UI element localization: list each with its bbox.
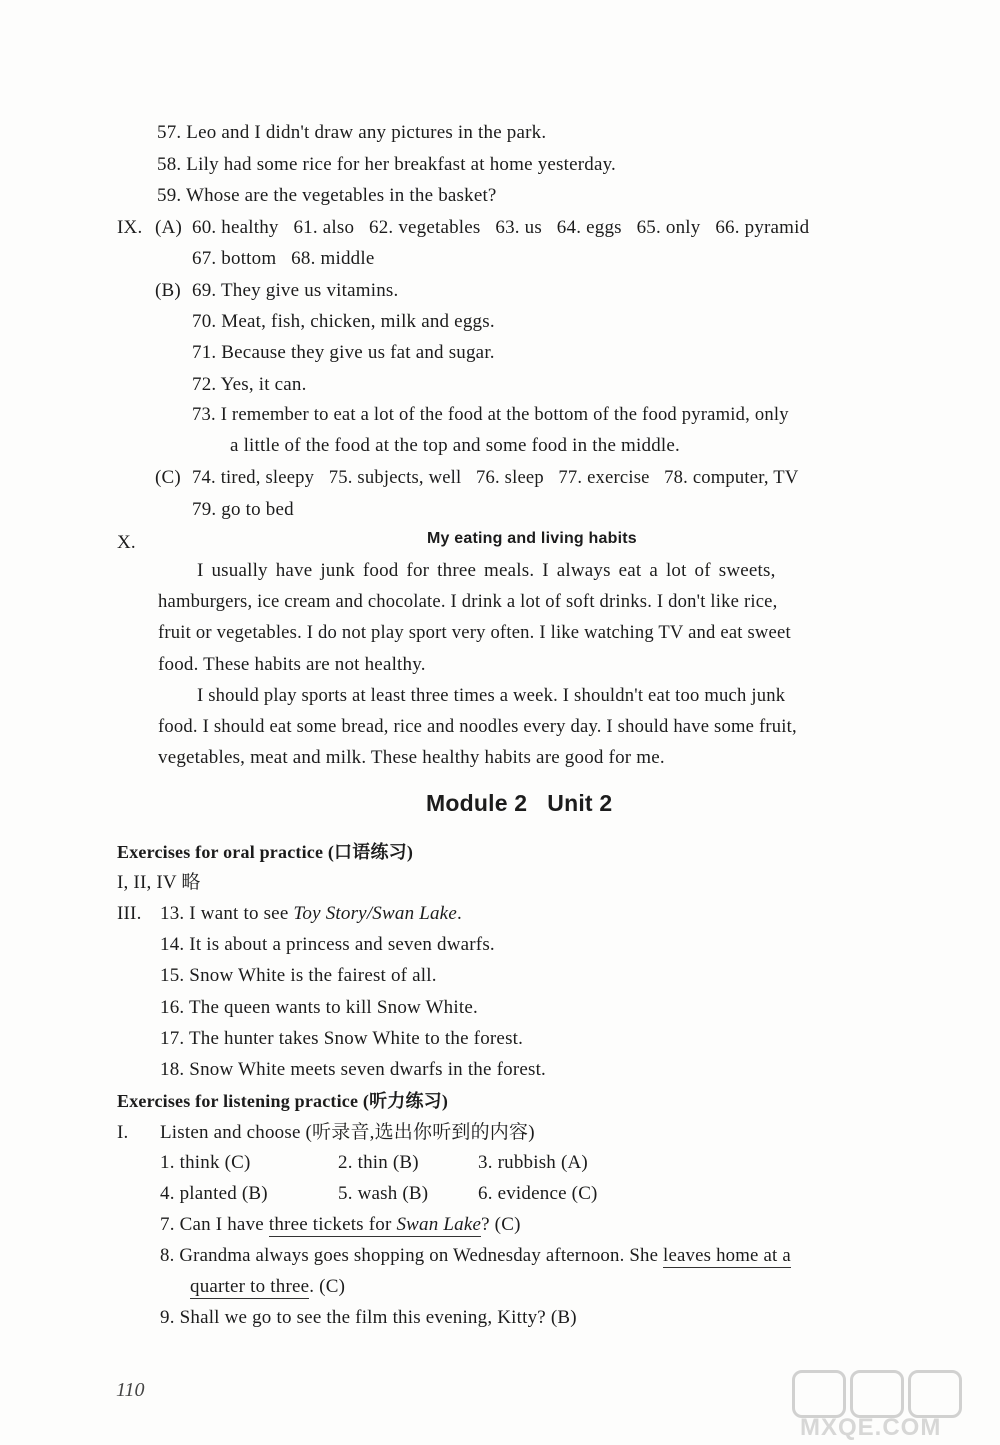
listening-i-numeral: I. <box>117 1122 129 1143</box>
answer-73-cont: a little of the food at the top and some food in the middle. <box>230 435 680 456</box>
section-ix-b-label: (B) <box>155 280 181 301</box>
unit-number: Unit 2 <box>547 790 613 816</box>
answer-1: 1. think (C) <box>160 1152 251 1173</box>
answer-7-underlined-text: three tickets for <box>268 1214 397 1235</box>
answer-8 <box>160 1244 791 1268</box>
answer-5: 5. wash (B) <box>338 1183 429 1204</box>
answer-8-suffix: . (C) <box>309 1276 346 1297</box>
oral-line-omitted: I, II, IV 略 <box>117 872 201 893</box>
answer-8-cont <box>190 1275 345 1299</box>
listening-row-1 <box>160 1151 588 1175</box>
watermark-box-icon <box>908 1370 962 1418</box>
listening-practice-heading: Exercises for listening practice (听力练习) <box>117 1091 449 1111</box>
answer-15: 15. Snow White is the fairest of all. <box>160 965 437 986</box>
answer-7-suffix: ? (C) <box>481 1214 521 1235</box>
answer-69: 69. They give us vitamins. <box>192 280 399 301</box>
answer-13-titles: Toy Story/Swan Lake <box>293 903 457 924</box>
answer-13-prefix: 13. I want to see <box>160 903 294 924</box>
answer-8-underlined-2: quarter to three <box>190 1276 310 1297</box>
page-number: 110 <box>116 1379 145 1401</box>
essay-para2-line3: vegetables, meat and milk. These healthy habits are good for me. <box>158 747 665 768</box>
answer-8-prefix: 8. Grandma always goes shopping on Wednesday afternoon. She <box>160 1245 664 1266</box>
answer-7-prefix: 7. Can I have <box>160 1214 269 1235</box>
oral-practice-heading: Exercises for oral practice (口语练习) <box>117 842 414 862</box>
answer-4: 4. planted (B) <box>160 1183 268 1204</box>
watermark-text: MXQE.COM <box>800 1414 942 1441</box>
answer-3: 3. rubbish (A) <box>478 1152 588 1173</box>
section-ix-a-line2: 67. bottom 68. middle <box>192 248 375 269</box>
watermark-logo <box>792 1370 992 1442</box>
answer-13 <box>160 902 462 926</box>
oral-iii-numeral: III. <box>117 903 142 924</box>
section-ix-c-label: (C) <box>155 467 181 488</box>
answer-59: 59. Whose are the vegetables in the basket? <box>157 185 497 206</box>
answer-13-suffix: . <box>456 903 462 924</box>
essay-para2-line1: I should play sports at least three times a week. I shouldn't eat too much junk <box>197 685 786 706</box>
essay-para1-line3: fruit or vegetables. I do not play sport very often. I like watching TV and eat sweet <box>158 622 791 643</box>
section-ix-c-line1: 74. tired, sleepy 75. subjects, well 76. sleep 77. exercise 78. computer, TV <box>192 467 799 488</box>
section-x-numeral: X. <box>117 532 136 553</box>
essay-title: My eating and living habits <box>427 530 637 547</box>
module-number: Module 2 <box>426 790 528 816</box>
answer-72: 72. Yes, it can. <box>192 374 307 395</box>
section-ix-numeral: IX. <box>117 217 143 238</box>
answer-14: 14. It is about a princess and seven dwarfs. <box>160 934 495 955</box>
watermark-box-icon <box>792 1370 846 1418</box>
answer-58: 58. Lily had some rice for her breakfast at home yesterday. <box>157 154 617 175</box>
answer-57: 57. Leo and I didn't draw any pictures in the park. <box>157 122 547 143</box>
answer-7-underlined-title: Swan Lake <box>396 1214 482 1235</box>
essay-para1-line2: hamburgers, ice cream and chocolate. I drink a lot of soft drinks. I don't like rice, <box>158 591 778 612</box>
listening-instruction: Listen and choose (听录音,选出你听到的内容) <box>160 1122 535 1143</box>
section-ix-a-label: (A) <box>155 217 182 238</box>
answer-7-underlined <box>269 1214 481 1237</box>
answer-6: 6. evidence (C) <box>478 1183 598 1204</box>
answer-71: 71. Because they give us fat and sugar. <box>192 342 495 363</box>
essay-para1-line4: food. These habits are not healthy. <box>158 654 426 675</box>
answer-16: 16. The queen wants to kill Snow White. <box>160 997 478 1018</box>
answer-2: 2. thin (B) <box>338 1152 419 1173</box>
listening-row-2 <box>160 1182 598 1206</box>
section-ix-c-line2: 79. go to bed <box>192 499 294 520</box>
watermark-box-icon <box>850 1370 904 1418</box>
answer-7 <box>160 1213 521 1237</box>
module-heading <box>426 788 612 818</box>
answer-17: 17. The hunter takes Snow White to the forest. <box>160 1028 524 1049</box>
essay-para1-line1: I usually have junk food for three meals. I always eat a lot of sweets, <box>197 560 776 581</box>
answer-18: 18. Snow White meets seven dwarfs in the forest. <box>160 1059 547 1080</box>
section-ix-a-line1: 60. healthy 61. also 62. vegetables 63. us 64. eggs 65. only 66. pyramid <box>192 217 810 238</box>
answer-70: 70. Meat, fish, chicken, milk and eggs. <box>192 311 495 332</box>
answer-8-underlined-1: leaves home at a <box>663 1245 791 1266</box>
answer-73: 73. I remember to eat a lot of the food at the bottom of the food pyramid, only <box>192 404 789 425</box>
essay-para2-line2: food. I should eat some bread, rice and noodles every day. I should have some fruit, <box>158 716 797 737</box>
answer-9: 9. Shall we go to see the film this evening, Kitty? (B) <box>160 1307 577 1328</box>
